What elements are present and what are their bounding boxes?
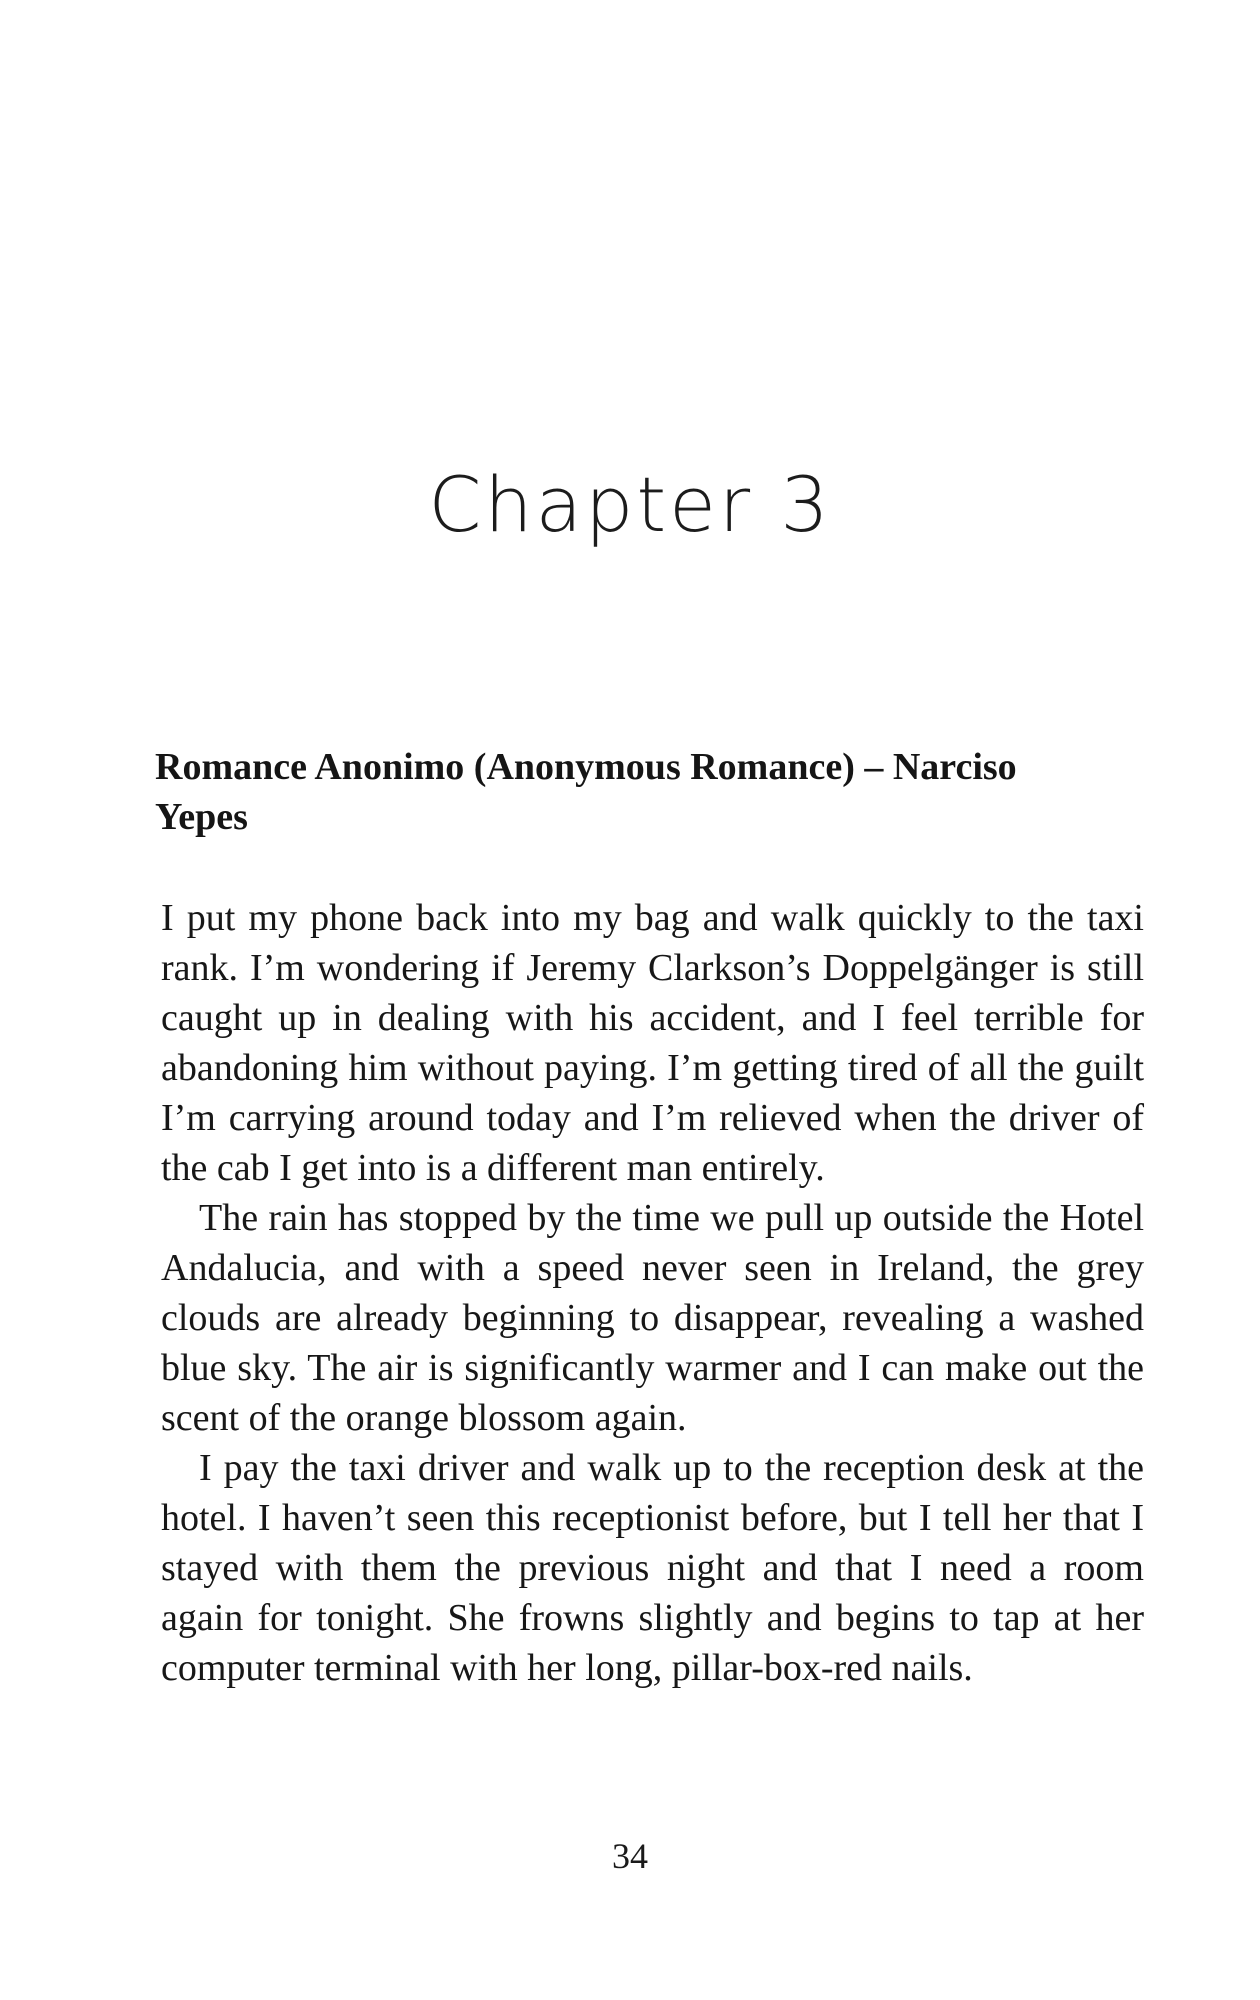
paragraph: I put my phone back into my bag and walk quickly to the taxi rank. I’m wondering if Jeremy Clarkson’s Doppelgänger is still caught up in dealing with his accident, and I feel terrible for abandoning him without paying. I’m getting tired of all the guilt I’m carrying around today and I’m relieved when the driver of the cab I get into is a different man entirely. [161, 897, 1144, 1189]
song-heading: Romance Anonimo (Anonymous Romance) – Narciso Yepes [155, 746, 1017, 838]
paragraph: I pay the taxi driver and walk up to the reception desk at the hotel. I haven’t seen this receptionist before, but I tell her that I stayed with them the previous night and that I need a room again for tonight. She frowns slightly and begins to tap at her computer terminal with her long, pillar-box-red nails. [161, 1447, 1144, 1689]
paragraph: The rain has stopped by the time we pull up outside the Hotel Andalucia, and with a speed never seen in Ireland, the grey clouds are already beginning to disappear, revealing a washed blue sky. The air is significantly warmer and I can make out the scent of the orange blossom again. [161, 1197, 1144, 1439]
chapter-title: Chapter 3 [428, 460, 832, 549]
page-number: 34 [612, 1836, 648, 1876]
chapter-body [161, 893, 1144, 1693]
